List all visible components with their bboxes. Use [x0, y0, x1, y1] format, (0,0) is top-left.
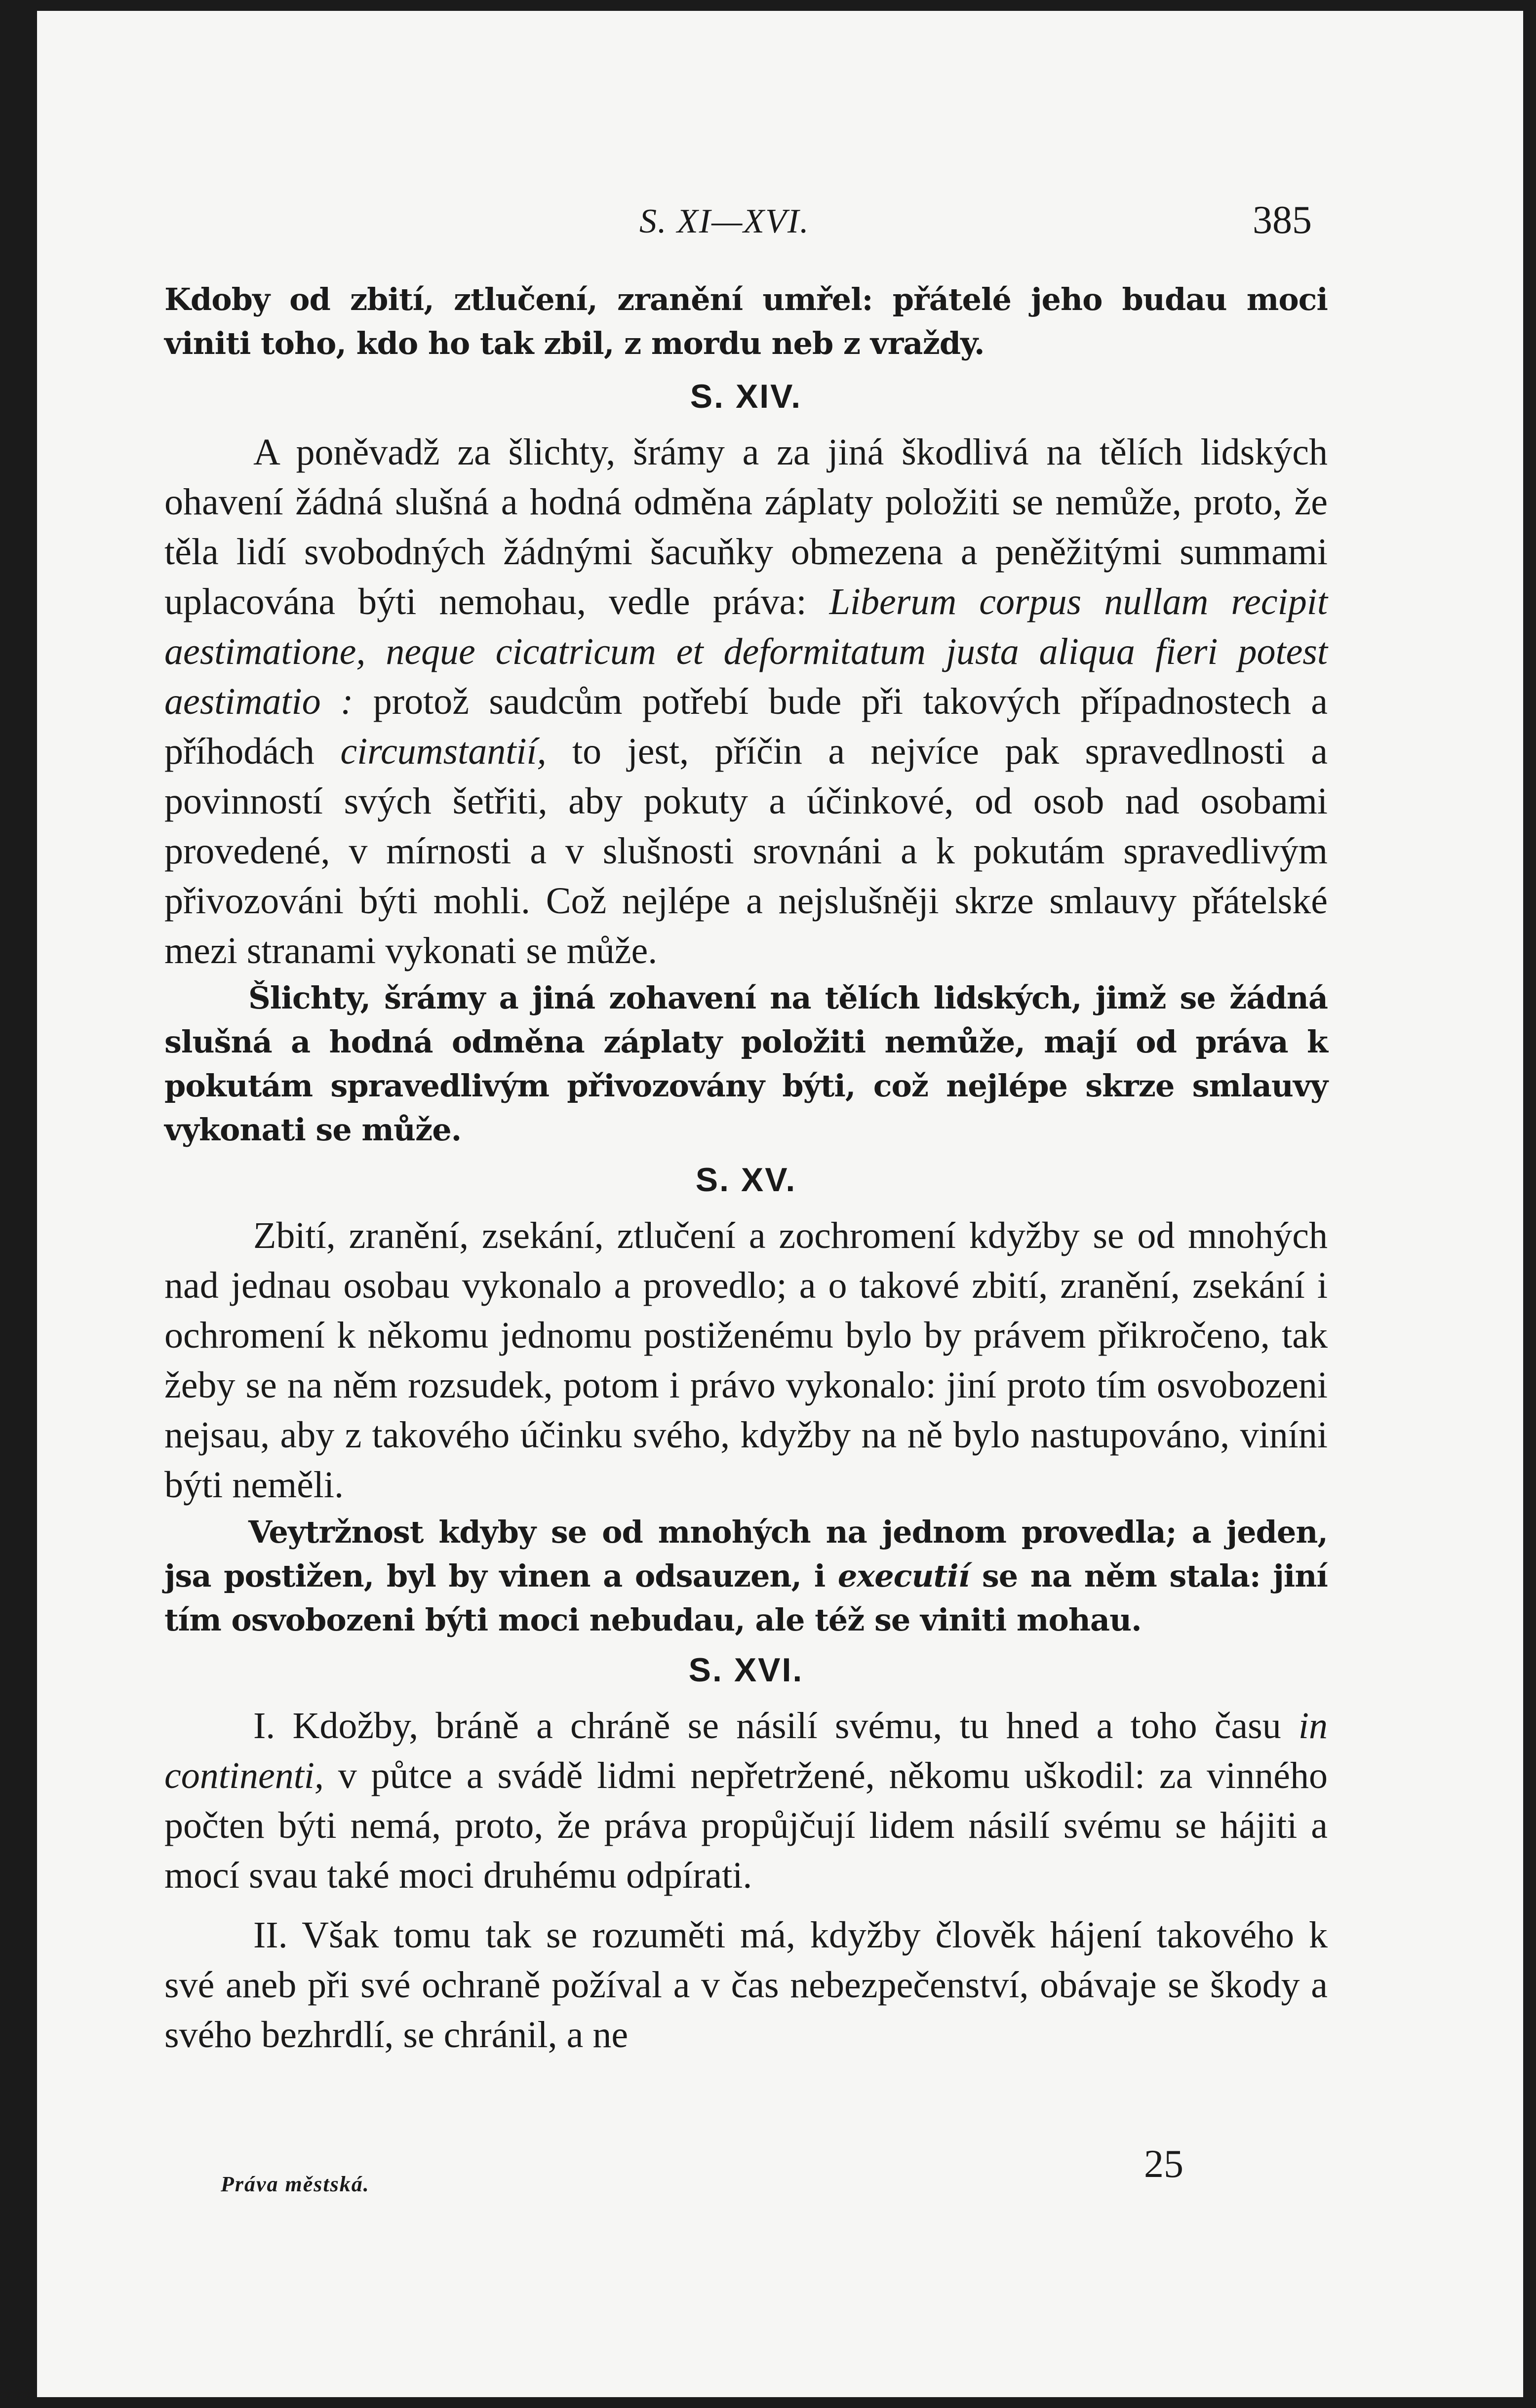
- page-text: [164, 277, 1328, 2060]
- italic-text: Liberum corpus nullam recipit aestimatione, neque cicatricum et deformitatum justa aliqua fieri potest aestimatio :: [164, 581, 1328, 722]
- text-run: A poněvadž za šlichty, šrámy a za jiná škodlivá na tělích lidských ohavení žádná slušná a hodná odměna záplaty položiti se nemůže, proto, že těla lidí svobodných žádnými šacuňky obmezena a peněžitými summami uplacována býti nemohau, vedle práva:: [164, 431, 1328, 622]
- book-page: [37, 11, 1523, 2397]
- page-number: 385: [1253, 198, 1312, 242]
- italic-text: executií: [837, 1558, 970, 1594]
- gloss-paragraph: [164, 1510, 1328, 1642]
- gloss-paragraph: Šlichty, šrámy a jiná zohavení na tělích lidských, jimž se žádná slušná a hodná odměna záplaty položiti nemůže, mají od práva k pokutám spravedlivým přivozovány býti, což nejlépe skrze smlauvy vykonati se může.: [164, 980, 1328, 1148]
- page-header: [37, 191, 1523, 245]
- page-footer: [221, 2142, 1238, 2211]
- section-heading: S. XV.: [695, 1161, 797, 1199]
- italic-text: circumstantií,: [340, 731, 547, 772]
- signature-mark: Práva městská.: [221, 2172, 370, 2196]
- main-paragraph: [164, 1910, 1328, 2060]
- text-run: I. Kdožby, bráně a chráně se násilí svému, tu hned a toho času: [253, 1705, 1299, 1747]
- text-run: se na něm stala: jiní tím osvobozeni býti moci nebudau, ale též se viniti mohau.: [164, 1558, 1328, 1638]
- text-run: protož saudcům potřebí bude při takových případnostech a příhodách: [164, 681, 1328, 772]
- text-run: to jest, příčin a nejvíce pak spravedlnosti a povinností svých šetřiti, aby pokuty a účinkové, od osob nad osobami provedené, v mírnosti a v slušnosti srovnáni a k pokutám spravedlivým přivozováni býti mohli. Což nejlépe a nejslušněji skrze smlauvy přátelské mezi stranami vykonati se může.: [164, 731, 1328, 971]
- running-title: S. XI—XVI.: [639, 202, 810, 240]
- main-paragraph: [164, 1701, 1328, 1901]
- text-run: II. Však tomu tak se rozuměti má, kdyžby člověk hájení takového k své aneb při své ochraně požíval a v čas nebezpečenství, obávaje se škody a svého bezhrdlí, se chránil, a ne: [164, 1914, 1328, 2056]
- signature-number: 25: [1144, 2142, 1183, 2186]
- italic-text: in continenti,: [164, 1705, 1328, 1796]
- text-run: Zbití, zranění, zsekání, ztlučení a zochromení kdyžby se od mnohých nad jednau osobau vykonalo a provedlo; a o takové zbití, zranění, zsekání i ochromení k někomu jednomu postiženému bylo by právem přikročeno, tak žeby se na něm rozsudek, potom i právo vykonalo: jiní proto tím osvobozeni nejsau, aby z takového účinku svého, kdyžby na ně bylo nastupováno, viníni býti neměli.: [164, 1215, 1328, 1506]
- main-paragraph: [164, 427, 1328, 976]
- text-run: v půtce a svádě lidmi nepřetržené, někomu uškodil: za vinného počten býti nemá, proto, že práva propůjčují lidem násilí svému se hájiti a mocí svau také moci druhému odpírati.: [164, 1755, 1328, 1896]
- text-run: Veytržnost kdyby se od mnohých na jednom provedla; a jeden, jsa postižen, byl by vinen a odsauzen, i: [164, 1514, 1328, 1594]
- gloss-paragraph: Kdoby od zbití, ztlučení, zranění umřel: přátelé jeho budau moci viniti toho, kdo ho tak zbil, z mordu neb z vraždy.: [164, 281, 1328, 361]
- section-heading: S. XVI.: [688, 1651, 804, 1689]
- section-heading: S. XIV.: [690, 378, 802, 415]
- main-paragraph: [164, 1211, 1328, 1510]
